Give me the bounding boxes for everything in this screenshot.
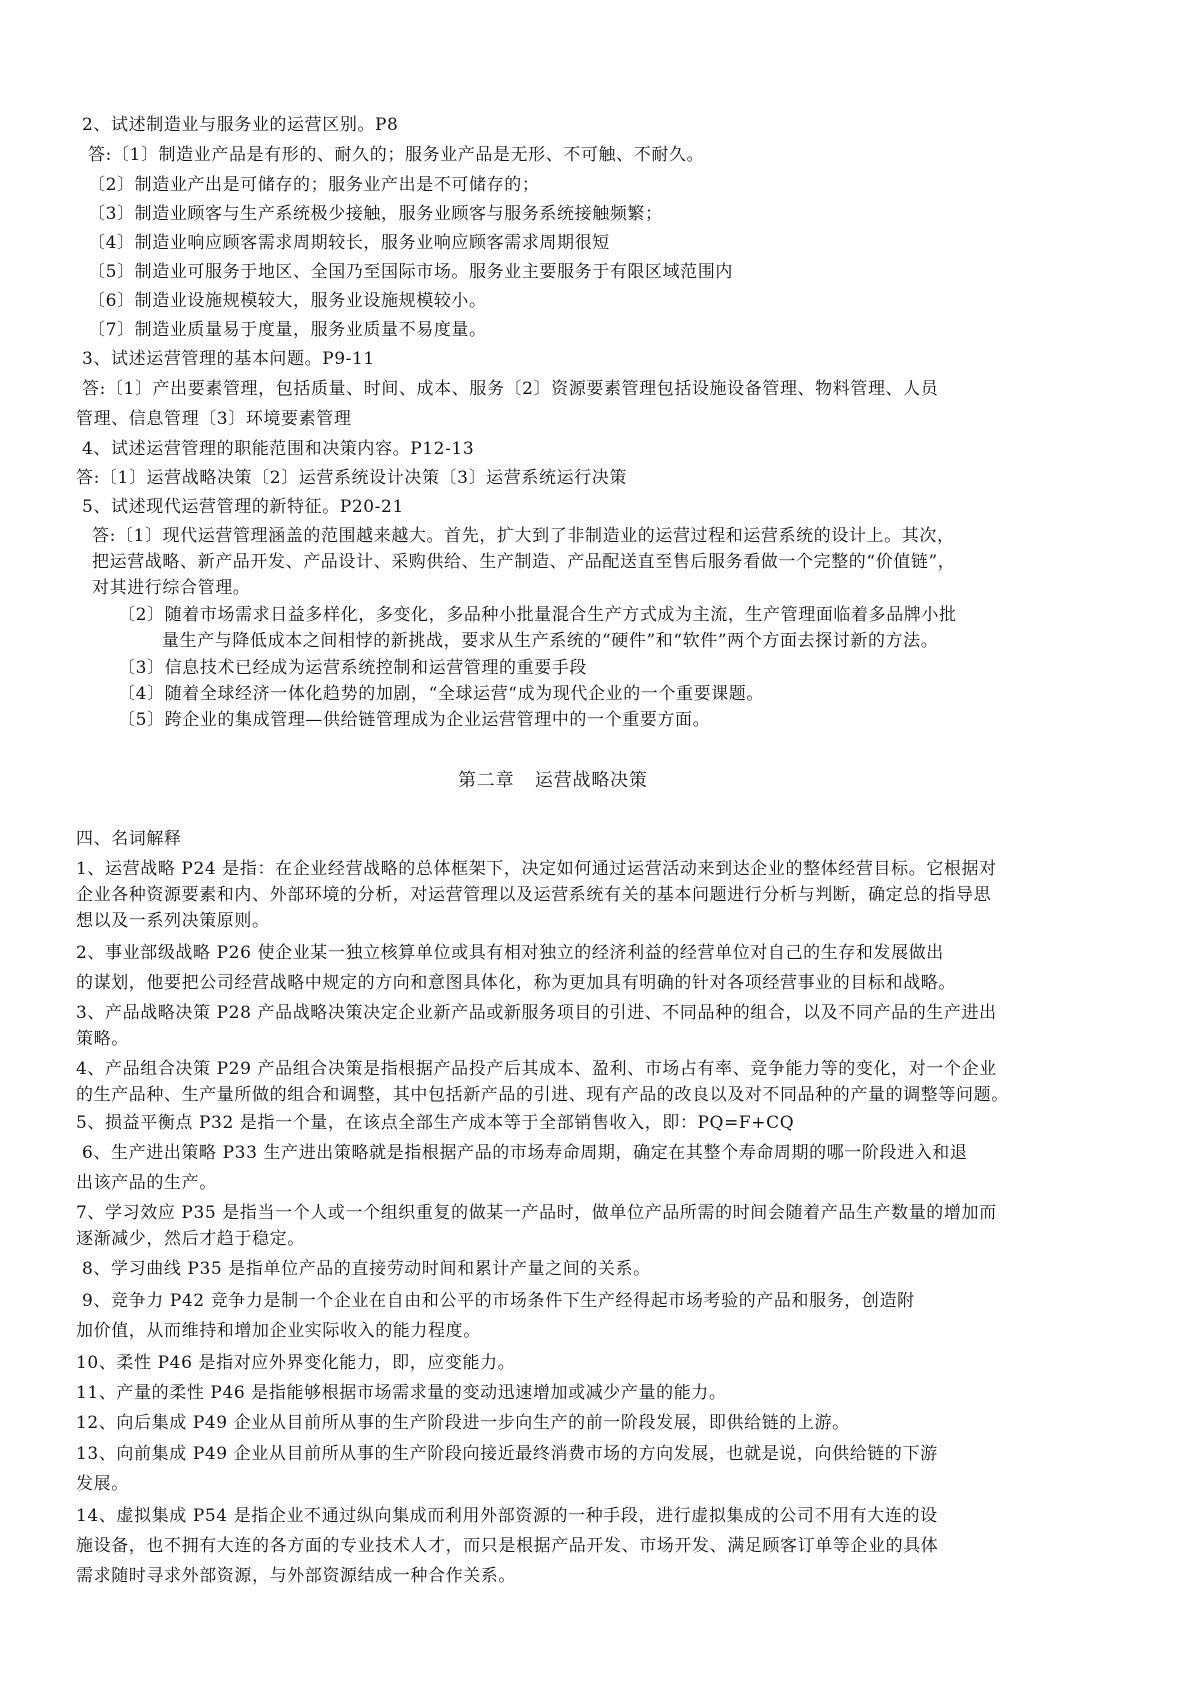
term-line: 10、柔性 P46 是指对应外界变化能力，即，应变能力。 — [76, 1353, 516, 1373]
term-line: 想以及一系列决策原则。 — [76, 911, 270, 931]
answer-line: 〔5〕制造业可服务于地区、全国乃至国际市场。服务业主要服务于有限区域范围内 — [88, 262, 734, 282]
question-4: 4、试述运营管理的职能范围和决策内容。P12-13 — [82, 439, 475, 459]
answer-line: 〔3〕制造业顾客与生产系统极少接触，服务业顾客与服务系统接触频繁； — [88, 204, 663, 224]
answer-line: 〔2〕随着市场需求日益多样化，多变化，多品种小批量混合生产方式成为主流，生产管理面临着多品牌小批 — [118, 605, 957, 625]
term-line: 4、产品组合决策 P29 产品组合决策是指根据产品投产后其成本、盈利、市场占有率、竞争能力等的变化，对一个企业 — [76, 1059, 997, 1079]
question-5: 5、试述现代运营管理的新特征。P20-21 — [82, 497, 404, 517]
answer-line: 量生产与降低成本之间相悖的新挑战，要求从生产系统的“硬件”和“软件”两个方面去探讨新的方法。 — [162, 631, 939, 651]
term-line: 14、虚拟集成 P54 是指企业不通过纵向集成而利用外部资源的一种手段，进行虚拟集成的公司不用有大连的设 — [76, 1506, 938, 1526]
term-line: 2、事业部级战略 P26 使企业某一独立核算单位或具有相对独立的经济利益的经营单位对自己的生存和发展做出 — [76, 943, 944, 963]
answer-line: 答:〔1〕产出要素管理，包括质量、时间、成本、服务〔2〕资源要素管理包括设施设备管理、物料管理、人员 — [82, 379, 939, 399]
term-line: 1、运营战略 P24 是指：在企业经营战略的总体框架下，决定如何通过运营活动来到达企业的整体经营目标。它根据对 — [76, 859, 997, 879]
answer-line: 答:〔1〕制造业产品是有形的、耐久的；服务业产品是无形、不可触、不耐久。 — [88, 145, 705, 165]
term-line: 6、生产进出策略 P33 生产进出策略就是指根据产品的市场寿命周期，确定在其整个寿命周期的哪一阶段进入和退 — [82, 1143, 968, 1163]
term-line: 需求随时寻求外部资源，与外部资源结成一种合作关系。 — [76, 1566, 516, 1586]
chapter-title: 第二章 运营战略决策 — [458, 770, 648, 791]
term-line: 逐渐减少，然后才趋于稳定。 — [76, 1229, 305, 1249]
answer-line: 答:〔1〕运营战略决策〔2〕运营系统设计决策〔3〕运营系统运行决策 — [76, 468, 627, 488]
answer-line: 〔2〕制造业产出是可储存的；服务业产出是不可储存的； — [88, 175, 540, 195]
answer-line: 〔7〕制造业质量易于度量，服务业质量不易度量。 — [88, 320, 487, 340]
section-heading: 四、名词解释 — [76, 829, 182, 849]
term-line: 11、产量的柔性 P46 是指能够根据市场需求量的变动迅速增加或减少产量的能力。 — [76, 1383, 727, 1403]
term-line: 发展。 — [76, 1474, 129, 1494]
answer-line: 把运营战略、新产品开发、产品设计、采购供给、生产制造、产品配送直至售后服务看做一个完整的“价值链”， — [92, 552, 956, 572]
answer-line: 管理、信息管理〔3〕环境要素管理 — [76, 409, 352, 429]
term-line: 5、损益平衡点 P32 是指一个量，在该点全部生产成本等于全部销售收入，即：PQ=F+CQ — [76, 1113, 795, 1133]
term-line: 加价值，从而维持和增加企业实际收入的能力程度。 — [76, 1321, 481, 1341]
term-line: 策略。 — [76, 1029, 129, 1049]
answer-line: 〔4〕制造业响应顾客需求周期较长，服务业响应顾客需求周期很短 — [88, 233, 610, 253]
term-line: 12、向后集成 P49 企业从目前所从事的生产阶段进一步向生产的前一阶段发展，即供给链的上游。 — [76, 1413, 850, 1433]
answer-line: 〔3〕信息技术已经成为运营系统控制和运营管理的重要手段 — [118, 658, 588, 678]
term-line: 3、产品战略决策 P28 产品战略决策决定企业新产品或新服务项目的引进、不同品种的组合，以及不同产品的生产进出 — [76, 1003, 997, 1023]
term-line: 8、学习曲线 P35 是指单位产品的直接劳动时间和累计产量之间的关系。 — [82, 1259, 651, 1279]
question-2: 2、试述制造业与服务业的运营区别。P8 — [82, 115, 399, 135]
question-3: 3、试述运营管理的基本问题。P9-11 — [82, 349, 375, 369]
answer-line: 答:〔1〕现代运营管理涵盖的范围越来越大。首先，扩大到了非制造业的运营过程和运营系统的设计上。其次， — [92, 526, 955, 546]
term-line: 7、学习效应 P35 是指当一个人或一个组织重复的做某一产品时，做单位产品所需的时间会随着产品生产数量的增加而 — [76, 1203, 997, 1223]
answer-line: 〔5〕跨企业的集成管理—供给链管理成为企业运营管理中的一个重要方面。 — [118, 710, 711, 730]
term-line: 的生产品种、生产量所做的组合和调整，其中包括新产品的引进、现有产品的改良以及对不同品种的产量的调整等问题。 — [76, 1085, 1009, 1105]
answer-line: 〔6〕制造业设施规模较大，服务业设施规模较小。 — [88, 291, 487, 311]
term-line: 出该产品的生产。 — [76, 1173, 217, 1193]
term-line: 施设备，也不拥有大连的各方面的专业技术人才，而只是根据产品开发、市场开发、满足顾客订单等企业的具体 — [76, 1536, 939, 1556]
term-line: 的谋划，他要把公司经营战略中规定的方向和意图具体化，称为更加具有明确的针对各项经营事业的目标和战略。 — [76, 973, 956, 993]
answer-line: 对其进行综合管理。 — [92, 578, 251, 598]
term-line: 9、竞争力 P42 竞争力是制一个企业在自由和公平的市场条件下生产经得起市场考验的产品和服务，创造附 — [82, 1291, 915, 1311]
term-line: 13、向前集成 P49 企业从目前所从事的生产阶段向接近最终消费市场的方向发展，也就是说，向供给链的下游 — [76, 1444, 938, 1464]
term-line: 企业各种资源要素和内、外部环境的分析，对运营管理以及运营系统有关的基本问题进行分析与判断，确定总的指导思 — [76, 885, 992, 905]
answer-line: 〔4〕随着全球经济一体化趋势的加剧，“全球运营“成为现代企业的一个重要课题。 — [118, 684, 764, 704]
